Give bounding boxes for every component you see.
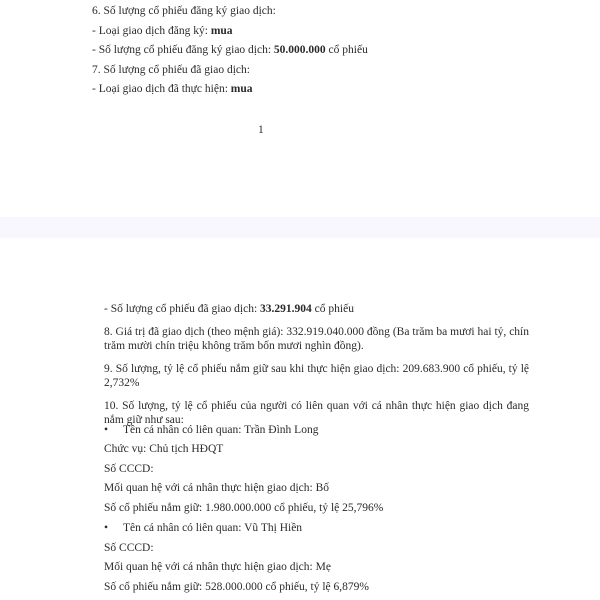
unit: cổ phiếu — [311, 303, 354, 315]
page-number: 1 — [258, 124, 264, 136]
traded-share-count — [104, 302, 354, 316]
value: mua — [230, 83, 253, 95]
unit: cổ phiếu — [325, 44, 368, 56]
value: mua — [210, 25, 233, 37]
item-6-heading: 6. Số lượng cổ phiếu đăng ký giao dịch: — [92, 5, 276, 17]
label: - Loại giao dịch đăng ký: — [92, 25, 211, 37]
person-1-shares: Số cổ phiếu nắm giữ: 1.980.000.000 cổ phiếu, tỷ lệ 25,796% — [104, 502, 384, 514]
registered-transaction-type — [92, 24, 233, 38]
person-1-name: Tên cá nhân có liên quan: Trần Đình Long — [123, 424, 319, 436]
value: 50.000.000 — [273, 44, 326, 56]
item-10-related-holdings: 10. Số lượng, tỷ lệ cổ phiếu của người có liên quan với cá nhân thực hiện giao dịch đang nắm giữ như sau: — [104, 400, 529, 426]
page-separator — [0, 217, 600, 238]
label: - Số lượng cổ phiếu đã giao dịch: — [104, 303, 261, 315]
label: - Số lượng cổ phiếu đăng ký giao dịch: — [92, 44, 274, 56]
person-1-relation: Mối quan hệ với cá nhân thực hiện giao dịch: Bố — [104, 482, 330, 494]
item-9-holdings-after: 9. Số lượng, tỷ lệ cổ phiếu nắm giữ sau khi thực hiện giao dịch: 209.683.900 cổ phiếu, tỷ lệ 2,732% — [104, 363, 529, 389]
person-2-relation: Mối quan hệ với cá nhân thực hiện giao dịch: Mẹ — [104, 561, 331, 573]
bullet-icon: • — [104, 522, 109, 534]
person-1-position: Chức vụ: Chủ tịch HĐQT — [104, 443, 224, 455]
executed-transaction-type — [92, 82, 253, 96]
person-2-name: Tên cá nhân có liên quan: Vũ Thị Hiền — [123, 522, 303, 534]
person-1-id: Số CCCD: — [104, 463, 154, 475]
person-2-shares: Số cổ phiếu nắm giữ: 528.000.000 cổ phiếu, tỷ lệ 6,879% — [104, 581, 369, 593]
item-7-heading: 7. Số lượng cổ phiếu đã giao dịch: — [92, 64, 250, 76]
person-2-id: Số CCCD: — [104, 542, 154, 554]
bullet-icon: • — [104, 424, 109, 436]
label: - Loại giao dịch đã thực hiện: — [92, 83, 231, 95]
item-8-traded-value: 8. Giá trị đã giao dịch (theo mệnh giá): 332.919.040.000 đồng (Ba trăm ba mươi hai tỷ, chín trăm mười chín triệu không trăm bốn mươi nghìn đồng). — [104, 326, 529, 352]
registered-share-count — [92, 43, 368, 57]
value: 33.291.904 — [260, 303, 312, 315]
